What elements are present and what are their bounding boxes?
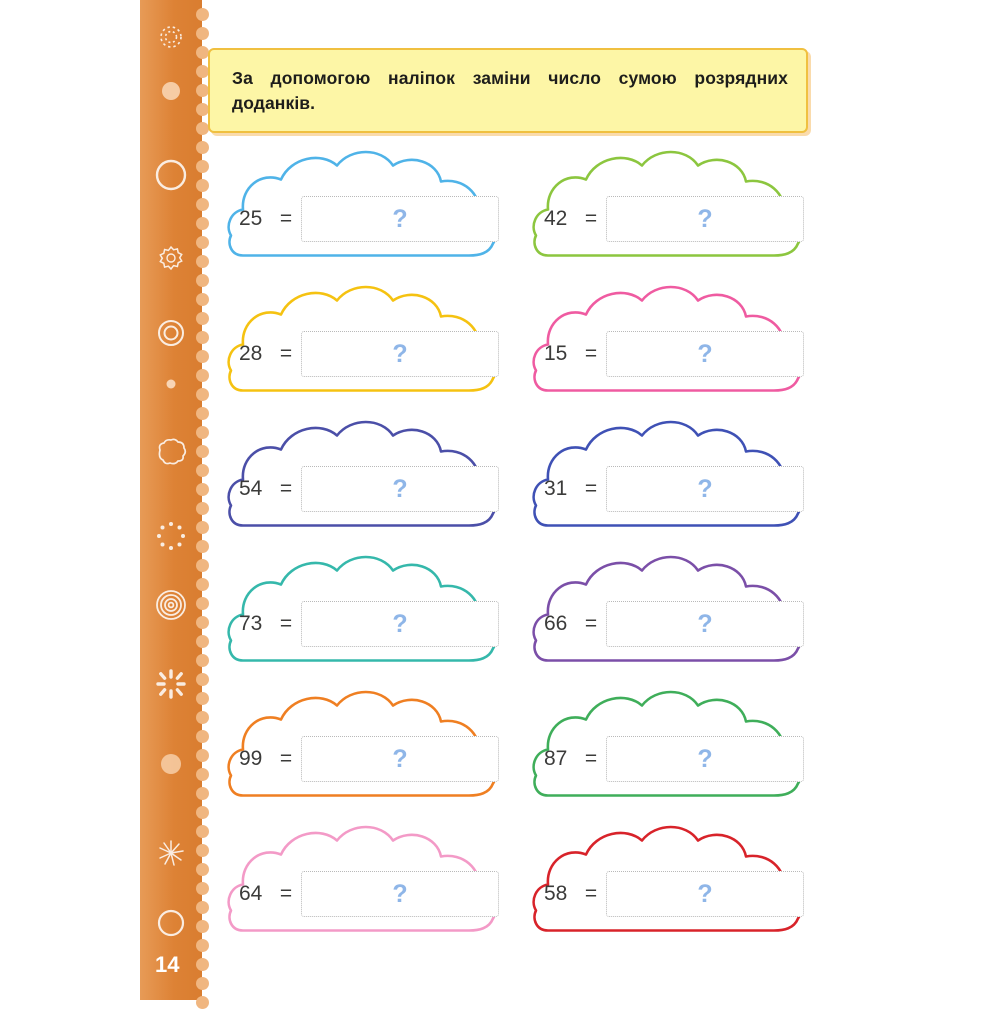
- bead-dot: [196, 977, 209, 990]
- bead-dot: [196, 844, 209, 857]
- bead-dot: [196, 692, 209, 705]
- bead-dot: [196, 920, 209, 933]
- dashed-burst-icon: [155, 668, 187, 700]
- ring-circle-icon: [154, 158, 188, 192]
- exercise-number: 99: [239, 747, 263, 770]
- bead-dot: [196, 749, 209, 762]
- bead-dot: [196, 27, 209, 40]
- bead-dot: [196, 426, 209, 439]
- bead-dot: [196, 711, 209, 724]
- bead-dot: [196, 730, 209, 743]
- task-banner: [208, 48, 808, 133]
- equals-sign: =: [279, 882, 293, 905]
- exercise-cloud: [530, 275, 815, 407]
- exercise-cloud: [225, 410, 510, 542]
- sticker-answer-slot[interactable]: [301, 466, 499, 512]
- exercise-cloud: [530, 410, 815, 542]
- bead-dot: [196, 806, 209, 819]
- bead-dot: [196, 255, 209, 268]
- dotted-ring-icon: [155, 520, 187, 552]
- task-instruction-text: За допомогою наліпок заміни число сумою розрядних доданків.: [232, 68, 788, 114]
- bead-dot: [196, 787, 209, 800]
- sticker-answer-slot[interactable]: [301, 601, 499, 647]
- bead-dot: [196, 635, 209, 648]
- bead-dot: [196, 996, 209, 1009]
- question-mark-placeholder: ?: [392, 879, 408, 908]
- equals-sign: =: [279, 747, 293, 770]
- sticker-answer-slot[interactable]: [606, 331, 804, 377]
- bead-dot: [196, 825, 209, 838]
- band-icon-strip: [140, 0, 202, 1000]
- bead-dot: [196, 274, 209, 287]
- starburst-icon: [156, 838, 186, 868]
- question-mark-placeholder: ?: [392, 744, 408, 773]
- double-ring-icon: [156, 318, 186, 348]
- bead-dot: [196, 673, 209, 686]
- equals-sign: =: [279, 342, 293, 365]
- bead-dot: [196, 445, 209, 458]
- exercise-cloud: [530, 815, 815, 947]
- exercise-cloud: [530, 545, 815, 677]
- equals-sign: =: [279, 612, 293, 635]
- bead-dot: [196, 768, 209, 781]
- exercise-number: 54: [239, 477, 263, 500]
- exercise-number: 87: [544, 747, 568, 770]
- exercise-cloud: [225, 815, 510, 947]
- bead-dot: [196, 521, 209, 534]
- scalloped-blob-icon: [154, 438, 188, 470]
- sun-rays-icon: [156, 22, 186, 52]
- question-mark-placeholder: ?: [697, 879, 713, 908]
- equals-sign: =: [584, 207, 598, 230]
- sticker-answer-slot[interactable]: [301, 871, 499, 917]
- bead-dot: [196, 464, 209, 477]
- equals-sign: =: [584, 747, 598, 770]
- bead-dot: [196, 8, 209, 21]
- bead-dot: [196, 654, 209, 667]
- exercise-number: 28: [239, 342, 263, 365]
- question-mark-placeholder: ?: [392, 609, 408, 638]
- bead-dot: [196, 901, 209, 914]
- sticker-answer-slot[interactable]: [301, 196, 499, 242]
- question-mark-placeholder: ?: [697, 744, 713, 773]
- equals-sign: =: [279, 207, 293, 230]
- question-mark-placeholder: ?: [697, 204, 713, 233]
- bead-dot: [196, 407, 209, 420]
- bead-dot: [196, 141, 209, 154]
- bead-dot: [196, 179, 209, 192]
- gear-flower-icon: [155, 244, 187, 276]
- exercise-cloud: [530, 140, 815, 272]
- bead-dot: [196, 236, 209, 249]
- bead-dot: [196, 217, 209, 230]
- filled-circle-icon: [160, 80, 182, 102]
- equals-sign: =: [584, 882, 598, 905]
- bead-dot: [196, 882, 209, 895]
- sticker-answer-slot[interactable]: [606, 871, 804, 917]
- bead-dot: [196, 350, 209, 363]
- sticker-answer-slot[interactable]: [301, 736, 499, 782]
- bead-dot-column: [196, 0, 214, 1000]
- bead-dot: [196, 312, 209, 325]
- exercise-number: 42: [544, 207, 568, 230]
- sticker-answer-slot[interactable]: [606, 466, 804, 512]
- bead-dot: [196, 540, 209, 553]
- equals-sign: =: [584, 612, 598, 635]
- exercise-number: 58: [544, 882, 568, 905]
- spiral-target-icon: [154, 588, 188, 622]
- bead-dot: [196, 559, 209, 572]
- bead-dot: [196, 958, 209, 971]
- exercise-cloud: [225, 275, 510, 407]
- bead-dot: [196, 863, 209, 876]
- question-mark-placeholder: ?: [697, 474, 713, 503]
- exercise-number: 66: [544, 612, 568, 635]
- bead-dot: [196, 331, 209, 344]
- bead-dot: [196, 502, 209, 515]
- bead-dot: [196, 198, 209, 211]
- bead-dot: [196, 616, 209, 629]
- equals-sign: =: [584, 477, 598, 500]
- question-mark-placeholder: ?: [392, 204, 408, 233]
- bead-dot: [196, 597, 209, 610]
- page-number: 14: [155, 952, 180, 977]
- exercise-cloud: [530, 680, 815, 812]
- outline-circle-icon: [156, 908, 186, 938]
- small-dot-icon: [165, 378, 177, 390]
- bead-dot: [196, 388, 209, 401]
- bead-dot: [196, 483, 209, 496]
- exercise-number: 25: [239, 207, 263, 230]
- exercise-cloud: [225, 680, 510, 812]
- exercise-number: 15: [544, 342, 568, 365]
- exercise-number: 31: [544, 477, 568, 500]
- exercise-cloud: [225, 140, 510, 272]
- sticker-answer-slot[interactable]: [606, 196, 804, 242]
- equals-sign: =: [279, 477, 293, 500]
- question-mark-placeholder: ?: [392, 474, 408, 503]
- peach-dot-icon: [159, 752, 183, 776]
- question-mark-placeholder: ?: [697, 339, 713, 368]
- bead-dot: [196, 578, 209, 591]
- exercise-grid: [225, 140, 835, 950]
- bead-dot: [196, 160, 209, 173]
- exercise-number: 73: [239, 612, 263, 635]
- equals-sign: =: [584, 342, 598, 365]
- exercise-cloud: [225, 545, 510, 677]
- exercise-number: 64: [239, 882, 263, 905]
- decorative-left-band: [140, 0, 202, 1000]
- bead-dot: [196, 939, 209, 952]
- sticker-answer-slot[interactable]: [301, 331, 499, 377]
- bead-dot: [196, 293, 209, 306]
- bead-dot: [196, 369, 209, 382]
- sticker-answer-slot[interactable]: [606, 601, 804, 647]
- sticker-answer-slot[interactable]: [606, 736, 804, 782]
- question-mark-placeholder: ?: [697, 609, 713, 638]
- question-mark-placeholder: ?: [392, 339, 408, 368]
